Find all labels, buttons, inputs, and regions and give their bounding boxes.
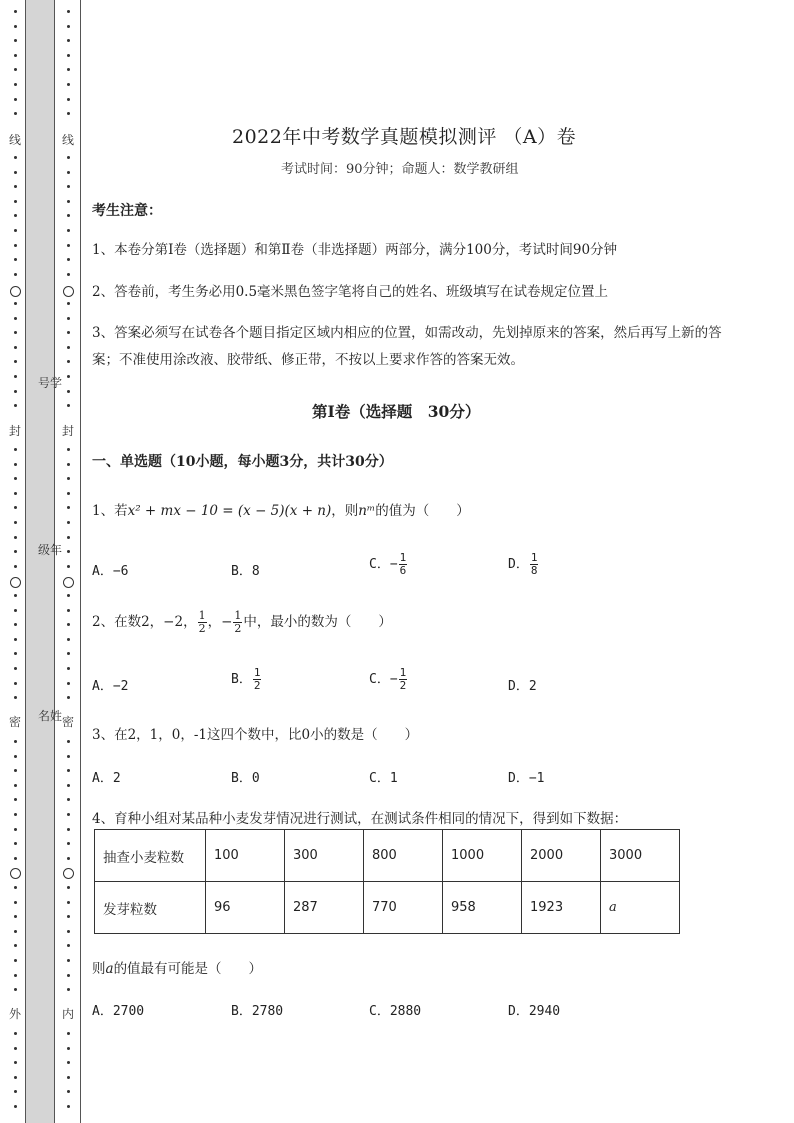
binding-hole-icon xyxy=(10,577,21,588)
binding-dot xyxy=(14,1047,17,1050)
binding-dot xyxy=(67,112,70,115)
binding-dot xyxy=(14,930,17,933)
table-cell: 100 xyxy=(206,830,285,882)
binding-dot xyxy=(67,463,70,466)
binding-dot xyxy=(67,244,70,247)
binding-dot xyxy=(14,536,17,539)
binding-dot xyxy=(14,1061,17,1064)
binding-dot xyxy=(67,492,70,495)
table-cell: 96 xyxy=(206,882,285,934)
binding-dot xyxy=(14,317,17,320)
binding-dot xyxy=(14,463,17,466)
binding-dot xyxy=(14,886,17,889)
binding-dot xyxy=(14,200,17,203)
power-expression: nᵐ xyxy=(358,503,376,519)
part-title: 一、单选题（10小题，每小题3分，共计30分） xyxy=(92,454,393,470)
binding-dot xyxy=(67,667,70,670)
fraction: $\frac{1}{2}$ xyxy=(234,609,242,635)
binding-dot xyxy=(67,214,70,217)
binding-dot xyxy=(67,769,70,772)
margin-label: 内 xyxy=(62,1007,75,1021)
binding-dot xyxy=(14,302,17,305)
binding-dot xyxy=(14,609,17,612)
binding-dot xyxy=(14,214,17,217)
question-1-options xyxy=(92,551,652,588)
binding-dot xyxy=(14,360,17,363)
binding-dot xyxy=(14,959,17,962)
table-row xyxy=(95,882,680,934)
binding-dot xyxy=(14,974,17,977)
binding-dot xyxy=(14,915,17,918)
binding-hole-icon xyxy=(10,868,21,879)
binding-dot xyxy=(67,68,70,71)
option-b[interactable]: B．0 xyxy=(231,771,260,786)
table-cell: 3000 xyxy=(601,830,680,882)
table-cell: 300 xyxy=(285,830,364,882)
binding-dot xyxy=(67,609,70,612)
binding-dot xyxy=(67,404,70,407)
option-b[interactable]: B． $\frac{1}{2}$ xyxy=(231,666,261,692)
note-item: 1、本卷分第I卷（选择题）和第Ⅱ卷（非选择题）两部分，满分100分，考试时间90分钟 xyxy=(92,242,618,258)
binding-dot xyxy=(14,54,17,57)
note-item: 2、答卷前，考生务必用0.5毫米黑色签字笔将自己的姓名、班级填写在试卷规定位置上 xyxy=(92,284,609,300)
binding-dot xyxy=(67,696,70,699)
binding-dot xyxy=(67,755,70,758)
margin-label: 线 xyxy=(9,133,22,147)
binding-dot xyxy=(67,828,70,831)
binding-dot xyxy=(67,390,70,393)
option-d[interactable]: D．2 xyxy=(508,679,537,694)
binding-dot xyxy=(67,229,70,232)
binding-dot xyxy=(14,375,17,378)
binding-dot xyxy=(14,828,17,831)
fraction: $\frac{1}{2}$ xyxy=(399,666,407,692)
binding-dot xyxy=(67,360,70,363)
binding-dot xyxy=(14,594,17,597)
binding-dot xyxy=(67,638,70,641)
option-c[interactable]: C．2880 xyxy=(369,1004,422,1019)
option-d[interactable]: D． $\frac{1}{8}$ xyxy=(508,551,538,577)
binding-dot xyxy=(67,83,70,86)
table-cell: 958 xyxy=(443,882,522,934)
binding-dot xyxy=(67,857,70,860)
binding-dot xyxy=(67,536,70,539)
margin-label: 密 xyxy=(62,715,75,729)
option-a[interactable]: A．−6 xyxy=(92,564,129,579)
binding-dot xyxy=(67,594,70,597)
binding-dot xyxy=(14,404,17,407)
binding-dot xyxy=(67,682,70,685)
binding-dot xyxy=(67,974,70,977)
binding-dot xyxy=(14,390,17,393)
fraction: $\frac{1}{2}$ xyxy=(253,666,261,692)
binding-dot xyxy=(14,448,17,451)
equation: x² + mx − 10 = (x − 5)(x + n) xyxy=(127,503,332,519)
binding-dot xyxy=(14,171,17,174)
binding-dot xyxy=(14,667,17,670)
question-4-follow-up: 则a的值最有可能是（ ） xyxy=(92,961,263,977)
notes-heading: 考生注意： xyxy=(92,203,162,219)
binding-hole-icon xyxy=(63,286,74,297)
binding-dot xyxy=(14,857,17,860)
binding-dot xyxy=(14,623,17,626)
binding-dot xyxy=(14,25,17,28)
binding-dot xyxy=(67,1090,70,1093)
binding-dot xyxy=(14,1076,17,1079)
class-label: 级年 xyxy=(38,543,63,557)
table-cell: 1000 xyxy=(443,830,522,882)
option-a[interactable]: A．2 xyxy=(92,771,121,786)
binding-dot xyxy=(67,901,70,904)
student-info-band xyxy=(26,0,54,1123)
binding-dot xyxy=(67,477,70,480)
section-title: 第I卷（选择题 30分） xyxy=(312,402,481,421)
binding-dot xyxy=(14,769,17,772)
exam-subtitle: 考试时间：90分钟；命题人：数学教研组 xyxy=(281,162,519,177)
binding-dot xyxy=(67,988,70,991)
binding-hole-icon xyxy=(63,868,74,879)
binding-dot xyxy=(14,112,17,115)
note-item: 3、答案必须写在试卷各个题目指定区域内相应的位置，如需改动，先划掉原来的答案，然后再写上新的答案；不准使用涂改液、胶带纸、修正带，不按以上要求作答的答案无效。 xyxy=(92,325,722,368)
binding-dot xyxy=(14,550,17,553)
name-label: 名姓 xyxy=(38,709,63,723)
binding-dot xyxy=(14,98,17,101)
outer-binding-column xyxy=(6,0,26,1123)
binding-dot xyxy=(67,10,70,13)
binding-dot xyxy=(14,944,17,947)
binding-dot xyxy=(67,302,70,305)
germination-table xyxy=(94,829,680,934)
binding-dot xyxy=(67,156,70,159)
binding-dot xyxy=(67,98,70,101)
table-cell: 2000 xyxy=(522,830,601,882)
binding-dot xyxy=(14,506,17,509)
binding-dot xyxy=(67,317,70,320)
binding-dot xyxy=(14,740,17,743)
student-id-label: 号学 xyxy=(38,376,63,390)
binding-dot xyxy=(67,1032,70,1035)
binding-dot xyxy=(67,798,70,801)
binding-dot xyxy=(67,448,70,451)
margin-label: 封 xyxy=(62,424,75,438)
margin-divider xyxy=(80,0,81,1123)
binding-dot xyxy=(67,944,70,947)
question-4: 4、育种小组对某品种小麦发芽情况进行测试，在测试条件相同的情况下，得到如下数据： xyxy=(92,811,628,827)
option-a[interactable]: A．−2 xyxy=(92,679,129,694)
binding-dot xyxy=(14,755,17,758)
margin-label: 封 xyxy=(9,424,22,438)
option-d[interactable]: D．2940 xyxy=(508,1004,561,1019)
question-2-options xyxy=(92,666,652,703)
binding-dot xyxy=(14,784,17,787)
binding-dot xyxy=(67,813,70,816)
binding-dot xyxy=(67,258,70,261)
table-header-cell: 发芽粒数 xyxy=(95,882,206,934)
binding-dot xyxy=(14,638,17,641)
option-c[interactable]: C．1 xyxy=(369,771,398,786)
table-cell: 770 xyxy=(364,882,443,934)
question-3: 3、在2，1，0，-1这四个数中，比0小的数是（ ） xyxy=(92,727,419,743)
binding-dot xyxy=(14,798,17,801)
binding-dot xyxy=(14,39,17,42)
option-c[interactable]: C．− $\frac{1}{6}$ xyxy=(369,551,407,577)
binding-dot xyxy=(67,346,70,349)
fraction: $\frac{1}{2}$ xyxy=(198,609,206,635)
binding-dot xyxy=(67,521,70,524)
binding-dot xyxy=(67,1061,70,1064)
binding-dot xyxy=(14,988,17,991)
binding-dot xyxy=(67,623,70,626)
table-row xyxy=(95,830,680,882)
binding-dot xyxy=(14,682,17,685)
margin-label: 密 xyxy=(9,715,22,729)
table-cell: 800 xyxy=(364,830,443,882)
binding-dot xyxy=(67,565,70,568)
binding-dot xyxy=(67,25,70,28)
binding-dot xyxy=(67,886,70,889)
fraction: $\frac{1}{8}$ xyxy=(530,551,538,577)
binding-dot xyxy=(67,171,70,174)
option-a[interactable]: A．2700 xyxy=(92,1004,145,1019)
page-title: 2022年中考数学真题模拟测评 （A）卷 xyxy=(232,126,577,148)
binding-dot xyxy=(67,550,70,553)
binding-dot xyxy=(14,68,17,71)
binding-dot xyxy=(14,273,17,276)
binding-dot xyxy=(67,959,70,962)
question-4-options xyxy=(92,1000,652,1028)
margin-divider xyxy=(54,0,55,1123)
option-b[interactable]: B．8 xyxy=(231,564,260,579)
table-cell: 287 xyxy=(285,882,364,934)
binding-dot xyxy=(67,1076,70,1079)
binding-dot xyxy=(14,842,17,845)
binding-dot xyxy=(67,273,70,276)
binding-dot xyxy=(14,244,17,247)
binding-dot xyxy=(14,477,17,480)
binding-dot xyxy=(14,1090,17,1093)
binding-hole-icon xyxy=(10,286,21,297)
binding-dot xyxy=(67,200,70,203)
margin-label: 线 xyxy=(62,133,75,147)
binding-dot xyxy=(14,696,17,699)
option-d[interactable]: D．−1 xyxy=(508,771,545,786)
binding-dot xyxy=(14,156,17,159)
binding-dot xyxy=(67,930,70,933)
binding-dot xyxy=(67,1047,70,1050)
binding-dot xyxy=(67,842,70,845)
question-3-options xyxy=(92,767,652,795)
binding-dot xyxy=(14,901,17,904)
binding-dot xyxy=(67,740,70,743)
binding-dot xyxy=(14,521,17,524)
binding-dot xyxy=(14,185,17,188)
binding-dot xyxy=(67,54,70,57)
fraction: $\frac{1}{6}$ xyxy=(399,551,407,577)
binding-dot xyxy=(14,813,17,816)
question-2: 2、在数2，−2， $\frac{1}{2}$ ，− $\frac{1}{2}$ 中，最小的数为（ ） xyxy=(92,609,392,635)
binding-dot xyxy=(14,331,17,334)
binding-dot xyxy=(67,39,70,42)
binding-dot xyxy=(14,229,17,232)
binding-dot xyxy=(67,331,70,334)
binding-dot xyxy=(14,346,17,349)
binding-dot xyxy=(67,652,70,655)
table-header-cell: 抽查小麦粒数 xyxy=(95,830,206,882)
binding-hole-icon xyxy=(63,577,74,588)
binding-dot xyxy=(14,1032,17,1035)
binding-dot xyxy=(67,375,70,378)
binding-dot xyxy=(14,1105,17,1108)
binding-dot xyxy=(14,83,17,86)
binding-dot xyxy=(14,492,17,495)
binding-dot xyxy=(67,784,70,787)
binding-dot xyxy=(14,652,17,655)
binding-dot xyxy=(14,258,17,261)
binding-dot xyxy=(67,1105,70,1108)
inner-binding-column xyxy=(59,0,79,1123)
option-b[interactable]: B．2780 xyxy=(231,1004,284,1019)
question-1: 1、若x² + mx − 10 = (x − 5)(x + n)，则nᵐ的值为（ ） xyxy=(92,503,470,519)
binding-dot xyxy=(67,185,70,188)
table-cell: 1923 xyxy=(522,882,601,934)
option-c[interactable]: C．− $\frac{1}{2}$ xyxy=(369,666,407,692)
binding-dot xyxy=(14,565,17,568)
binding-dot xyxy=(67,915,70,918)
binding-dot xyxy=(14,10,17,13)
margin-label: 外 xyxy=(9,1007,22,1021)
table-cell: a xyxy=(601,882,680,934)
binding-dot xyxy=(67,506,70,509)
